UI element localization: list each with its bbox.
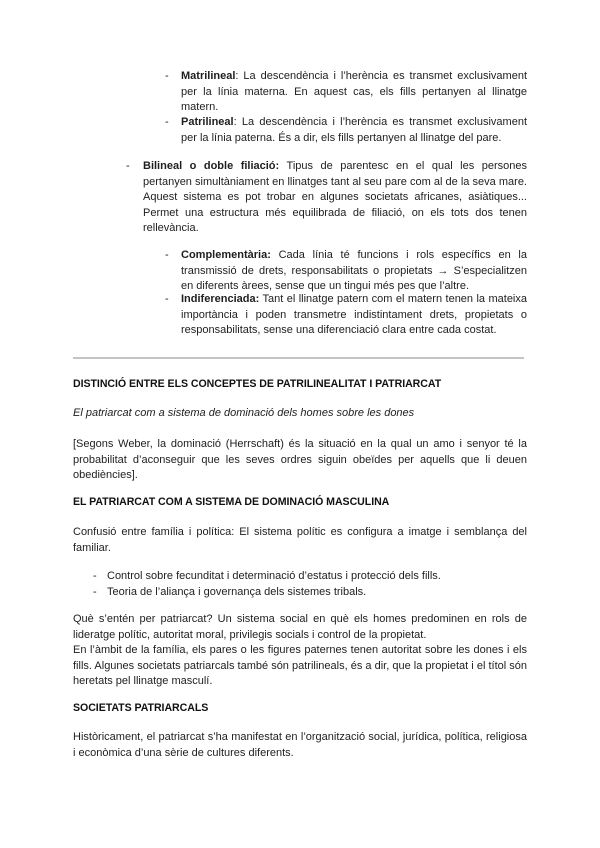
list-item-bilineal (126, 159, 527, 237)
term-label: Bilineal o doble filiació: (143, 160, 280, 172)
section-heading-male-domination: EL PATRIARCAT COM A SISTEMA DE DOMINACIÓ MASCULINA (73, 496, 390, 508)
dash-list (73, 569, 527, 600)
section-heading-distinction: DISTINCIÓ ENTRE ELS CONCEPTES DE PATRILINEALITAT I PATRIARCAT (73, 378, 442, 390)
term-label: Patrilineal (181, 116, 234, 128)
list-item-patrilineal (165, 115, 527, 146)
term-label: Complementària: (181, 249, 271, 261)
list-item-complementaria (165, 248, 527, 295)
section-subtitle: El patriarcat com a sistema de dominació dels homes sobre les dones (73, 407, 415, 419)
intro-paragraph: Confusió entre família i política: El sistema polític es configura a imatge i semblança del familiar. (73, 526, 527, 554)
horizontal-divider (73, 357, 524, 359)
term-definition: : La descendència i l’herència es transmet exclusivament per la línia materna. En aquest cas, els fills pertanyen al llinatge matern. (181, 70, 527, 113)
term-label: Matrilineal (181, 70, 236, 82)
paragraph: Què s’entén per patriarcat? Un sistema social en què els homes predominen en rols de lideratge polític, autoritat moral, privilegis socials i control de la propietat. (73, 613, 527, 641)
list-item-text: Control sobre fecunditat i determinació d’estatus i protecció dels fills. (107, 570, 441, 582)
paragraph: En l’àmbit de la família, els pares o les figures paternes tenen autoritat sobre les dones i els fills. Algunes societats patriarcals també són patrilineals, és a dir, que la propietat i el títol són heretats pel llinatge masculí. (73, 644, 527, 687)
list-item-matrilineal (165, 69, 527, 116)
weber-paragraph: [Segons Weber, la dominació (Herrschaft) és la situació en la qual un amo i senyor té la probabilitat d’aconseguir que les seves ordres siguin obeïdes per aquells que li deuen obediències]. (73, 438, 527, 481)
term-definition: Tipus de parentesc en el qual les persones pertanyen simultàniament en llinatges tant al seu pare com al de la seva mare. Aquest sistema es pot trobar en algunes societats africanes, asiàtiques... Permet una estructura més equilibrada de filiació, on els tots dos tenen rellevància. (143, 160, 527, 234)
list-item-text: Teoria de l’aliança i governança dels sistemes tribals. (107, 585, 367, 598)
list-marker: - (93, 570, 97, 582)
section-heading-patriarchal-societies: SOCIETATS PATRIARCALS (73, 702, 209, 714)
term-definition: : La descendència i l’herència es transmet exclusivament per la línia paterna. És a dir, els fills pertanyen al llinatge del pare. (181, 116, 527, 144)
history-paragraph: Històricament, el patriarcat s’ha manifestat en l’organització social, jurídica, política, religiosa i econòmica d’una sèrie de cultures diferents. (73, 731, 527, 759)
list-marker: - (126, 160, 130, 172)
patriarchy-definition (73, 612, 527, 690)
list-marker: - (165, 70, 169, 82)
list-item-indiferenciada (165, 292, 527, 339)
list-marker: - (93, 585, 97, 598)
list-marker: - (165, 249, 169, 261)
list-marker: - (165, 116, 169, 128)
list-item (73, 569, 527, 585)
term-label: Indiferenciada: (181, 293, 260, 305)
list-item (73, 585, 527, 601)
list-marker: - (165, 293, 169, 305)
term-definition: Cada línia té funcions i rols específics en la transmissió de drets, responsabilitats o propietats → S’especialitzen en diferents àrees, sense que un tingui més pes que l’altre. (181, 249, 527, 292)
term-definition: Tant el llinatge patern com el matern tenen la mateixa importància i poden transmetre indistintament drets, propietats o responsabilitats, sense una diferenciació clara entre cada costat. (181, 293, 527, 336)
